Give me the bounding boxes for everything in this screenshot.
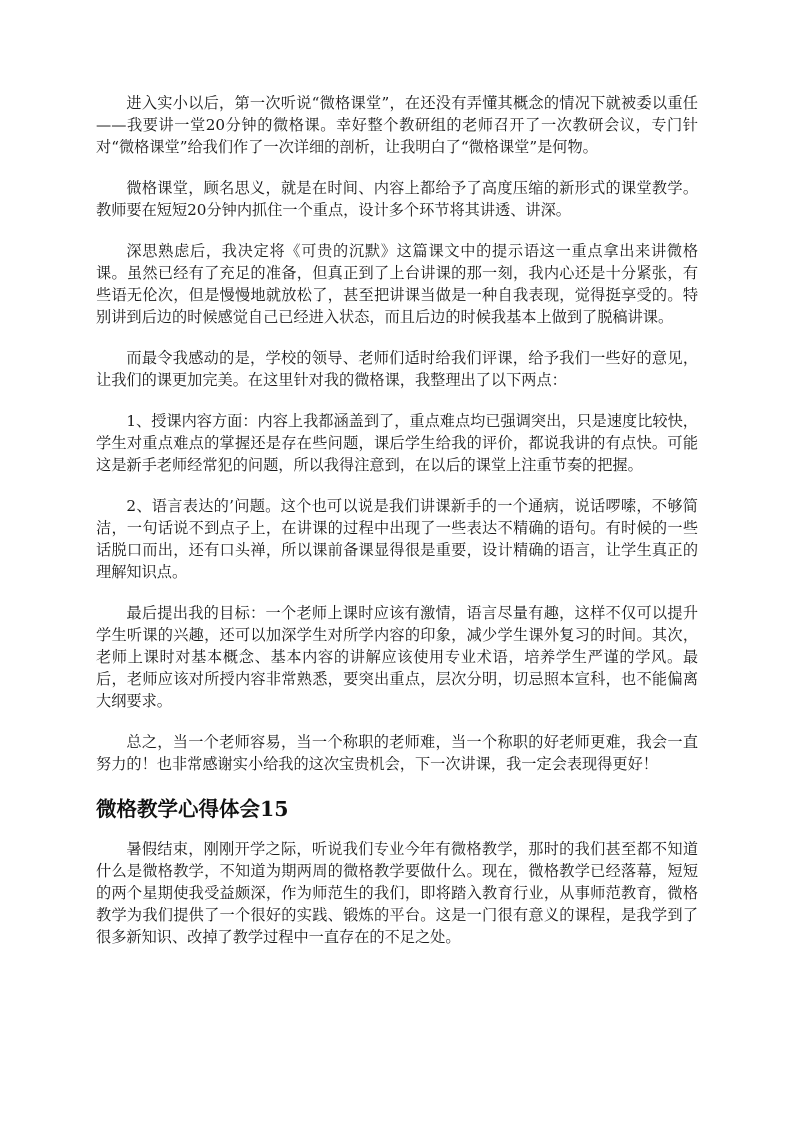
- paragraph-2: 微格课堂，顾名思义，就是在时间、内容上都给予了高度压缩的新形式的课堂教学。教师要在短短20分钟内抓住一个重点，设计多个环节将其讲透、讲深。: [96, 179, 698, 219]
- paragraph-4: 而最令我感动的是，学校的领导、老师们适时给我们评课，给予我们一些好的意见，让我们的课更加完美。在这里针对我的微格课，我整理出了以下两点：: [96, 349, 698, 389]
- paragraph-1: 进入实小以后，第一次听说“微格课堂”，在还没有弄懂其概念的情况下就被委以重任——我要讲一堂20分钟的微格课。幸好整个教研组的老师召开了一次教研会议，专门针对“微格课堂”给我们作了一次详细的剖析，让我明白了“微格课堂”是何物。: [96, 94, 698, 156]
- section-heading: 微格教学心得体会15: [96, 797, 289, 821]
- paragraph-7: 最后提出我的目标：一个老师上课时应该有激情，语言尽量有趣，这样不仅可以提升学生听课的兴趣，还可以加深学生对所学内容的印象，减少学生课外复习的时间。其次，老师上课时对基本概念、基本内容的讲解应该使用专业术语，培养学生严谨的学风。最后，老师应该对所授内容非常熟悉，要突出重点，层次分明，切忌照本宣科，也不能偏离大纲要求。: [96, 604, 698, 710]
- paragraph-8: 总之，当一个老师容易，当一个称职的老师难，当一个称职的好老师更难，我会一直努力的！也非常感谢实小给我的这次宝贵机会，下一次讲课，我一定会表现得更好！: [96, 733, 698, 773]
- paragraph-6: 2、语言表达的’问题。这个也可以说是我们讲课新手的一个通病，说话啰嗦，不够简洁，一句话说不到点子上，在讲课的过程中出现了一些表达不精确的语句。有时候的一些话脱口而出，还有口头禅，所以课前备课显得很是重要，设计精确的语言，让学生真正的理解知识点。: [96, 497, 698, 581]
- paragraph-3: 深思熟虑后，我决定将《可贵的沉默》这篇课文中的提示语这一重点拿出来讲微格课。虽然已经有了充足的准备，但真正到了上台讲课的那一刻，我内心还是十分紧张，有些语无伦次，但是慢慢地就放松了，甚至把讲课当做是一种自我表现，觉得挺享受的。特别讲到后边的时候感觉自己已经进入状态，而且后边的时候我基本上做到了脱稿讲课。: [96, 242, 698, 326]
- paragraph-5: 1、授课内容方面：内容上我都涵盖到了，重点难点均已强调突出，只是速度比较快，学生对重点难点的掌握还是存在些问题，课后学生给我的评价，都说我讲的有点快。可能这是新手老师经常犯的问题，所以我得注意到，在以后的课堂上注重节奏的把握。: [96, 412, 698, 474]
- section-paragraph-1: 暑假结束，刚刚开学之际，听说我们专业今年有微格教学，那时的我们甚至都不知道什么是微格教学，不知道为期两周的微格教学要做什么。现在，微格教学已经落幕，短短的两个星期使我受益颇深，作为师范生的我们，即将踏入教育行业，从事师范教育，微格教学为我们提供了一个很好的实践、锻炼的平台。这是一门很有意义的课程，是我学到了很多新知识、改掉了教学过程中一直存在的不足之处。: [96, 840, 698, 946]
